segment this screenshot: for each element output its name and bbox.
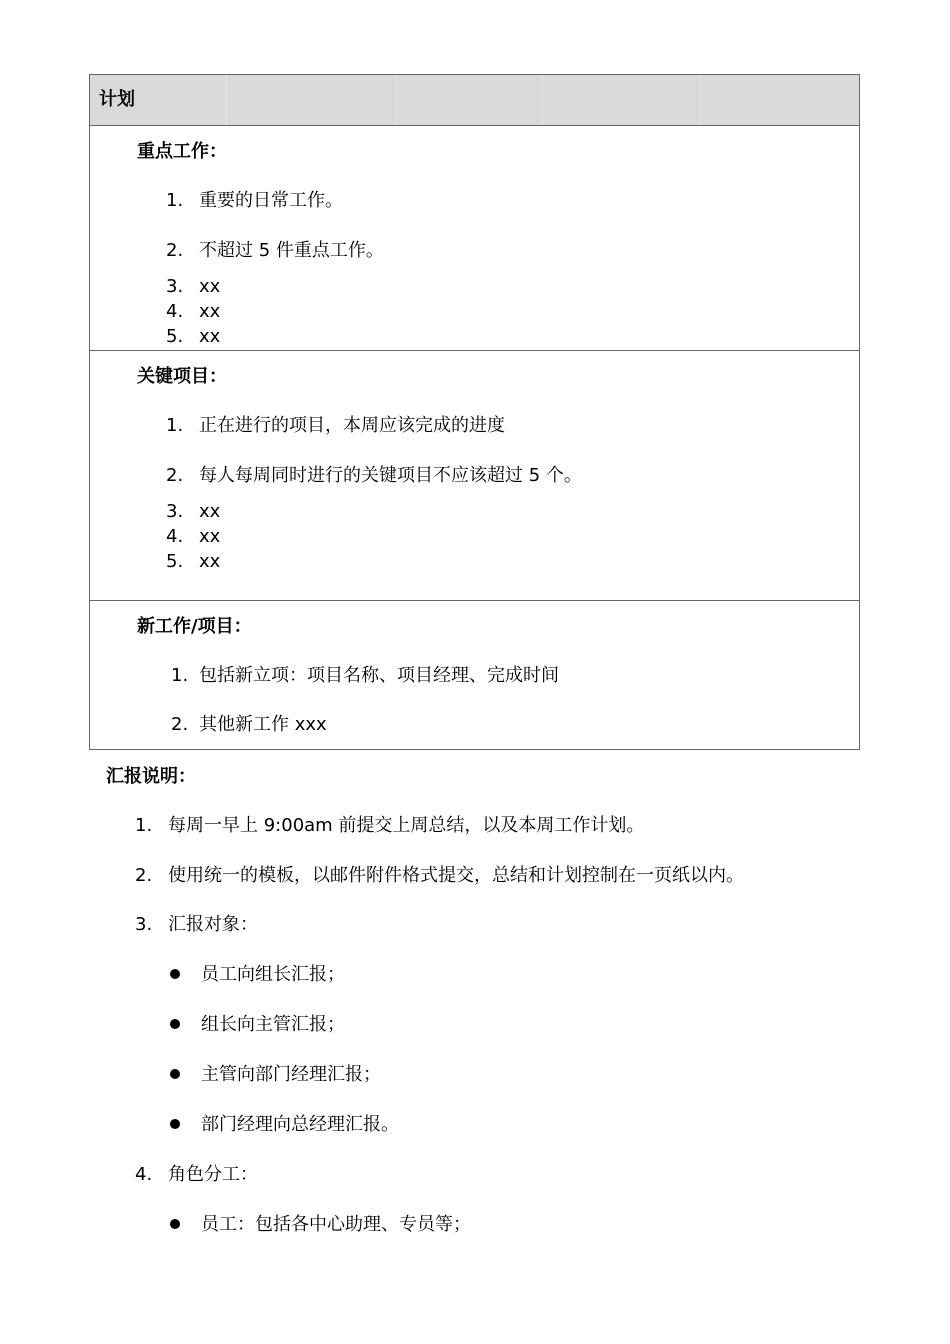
- bullet-icon: [170, 1019, 180, 1029]
- list-number: 3.: [166, 501, 184, 522]
- list-number: 4.: [166, 526, 184, 547]
- bullet-item: 员工：包括各中心助理、专员等；: [201, 1214, 471, 1235]
- report-heading: 汇报说明：: [106, 766, 196, 787]
- list-item: xx: [199, 551, 221, 572]
- header-cell-divider: [700, 75, 701, 125]
- header-cell-divider: [226, 75, 227, 125]
- list-item: 每人每周同时进行的关键项目不应该超过 5 个。: [199, 465, 582, 486]
- list-item: 其他新工作 xxx: [199, 714, 327, 735]
- list-item: xx: [199, 326, 221, 347]
- list-number: 2.: [135, 865, 153, 886]
- list-item: 包括新立项：项目名称、项目经理、完成时间: [199, 665, 559, 686]
- list-item: 正在进行的项目，本周应该完成的进度: [199, 415, 505, 436]
- key-work-heading: 重点工作：: [137, 141, 227, 162]
- list-item: 每周一早上 9:00am 前提交上周总结，以及本周工作计划。: [168, 815, 645, 836]
- bullet-item: 部门经理向总经理汇报。: [201, 1114, 399, 1135]
- list-item: 使用统一的模板，以邮件附件格式提交，总结和计划控制在一页纸以内。: [168, 865, 744, 886]
- list-number: 1.: [166, 415, 184, 436]
- row-divider: [90, 350, 859, 351]
- list-item: xx: [199, 501, 221, 522]
- list-number: 3.: [135, 914, 153, 935]
- list-item: 汇报对象：: [168, 914, 258, 935]
- list-number: 1.: [171, 665, 189, 686]
- list-item: 角色分工：: [168, 1164, 258, 1185]
- bullet-item: 员工向组长汇报；: [201, 964, 345, 985]
- list-item: xx: [199, 526, 221, 547]
- list-item: xx: [199, 276, 221, 297]
- plan-table-header: [90, 75, 859, 126]
- key-projects-heading: 关键项目：: [137, 366, 227, 387]
- list-item: 不超过 5 件重点工作。: [199, 240, 384, 261]
- plan-title: 计划: [99, 89, 135, 110]
- list-number: 1.: [166, 190, 184, 211]
- header-cell-divider: [396, 75, 397, 125]
- list-item: 重要的日常工作。: [199, 190, 343, 211]
- list-number: 1.: [135, 815, 153, 836]
- bullet-icon: [170, 1219, 180, 1229]
- plan-table: [89, 74, 860, 750]
- bullet-icon: [170, 969, 180, 979]
- list-number: 5.: [166, 551, 184, 572]
- list-number: 2.: [166, 240, 184, 261]
- list-item: xx: [199, 301, 221, 322]
- bullet-item: 组长向主管汇报；: [201, 1014, 345, 1035]
- list-number: 4.: [135, 1164, 153, 1185]
- header-cell-divider: [542, 75, 543, 125]
- list-number: 3.: [166, 276, 184, 297]
- bullet-item: 主管向部门经理汇报；: [201, 1064, 381, 1085]
- new-work-heading: 新工作/项目：: [137, 616, 252, 637]
- list-number: 2.: [171, 714, 189, 735]
- list-number: 5.: [166, 326, 184, 347]
- bullet-icon: [170, 1119, 180, 1129]
- list-number: 4.: [166, 301, 184, 322]
- bullet-icon: [170, 1069, 180, 1079]
- row-divider: [90, 600, 859, 601]
- list-number: 2.: [166, 465, 184, 486]
